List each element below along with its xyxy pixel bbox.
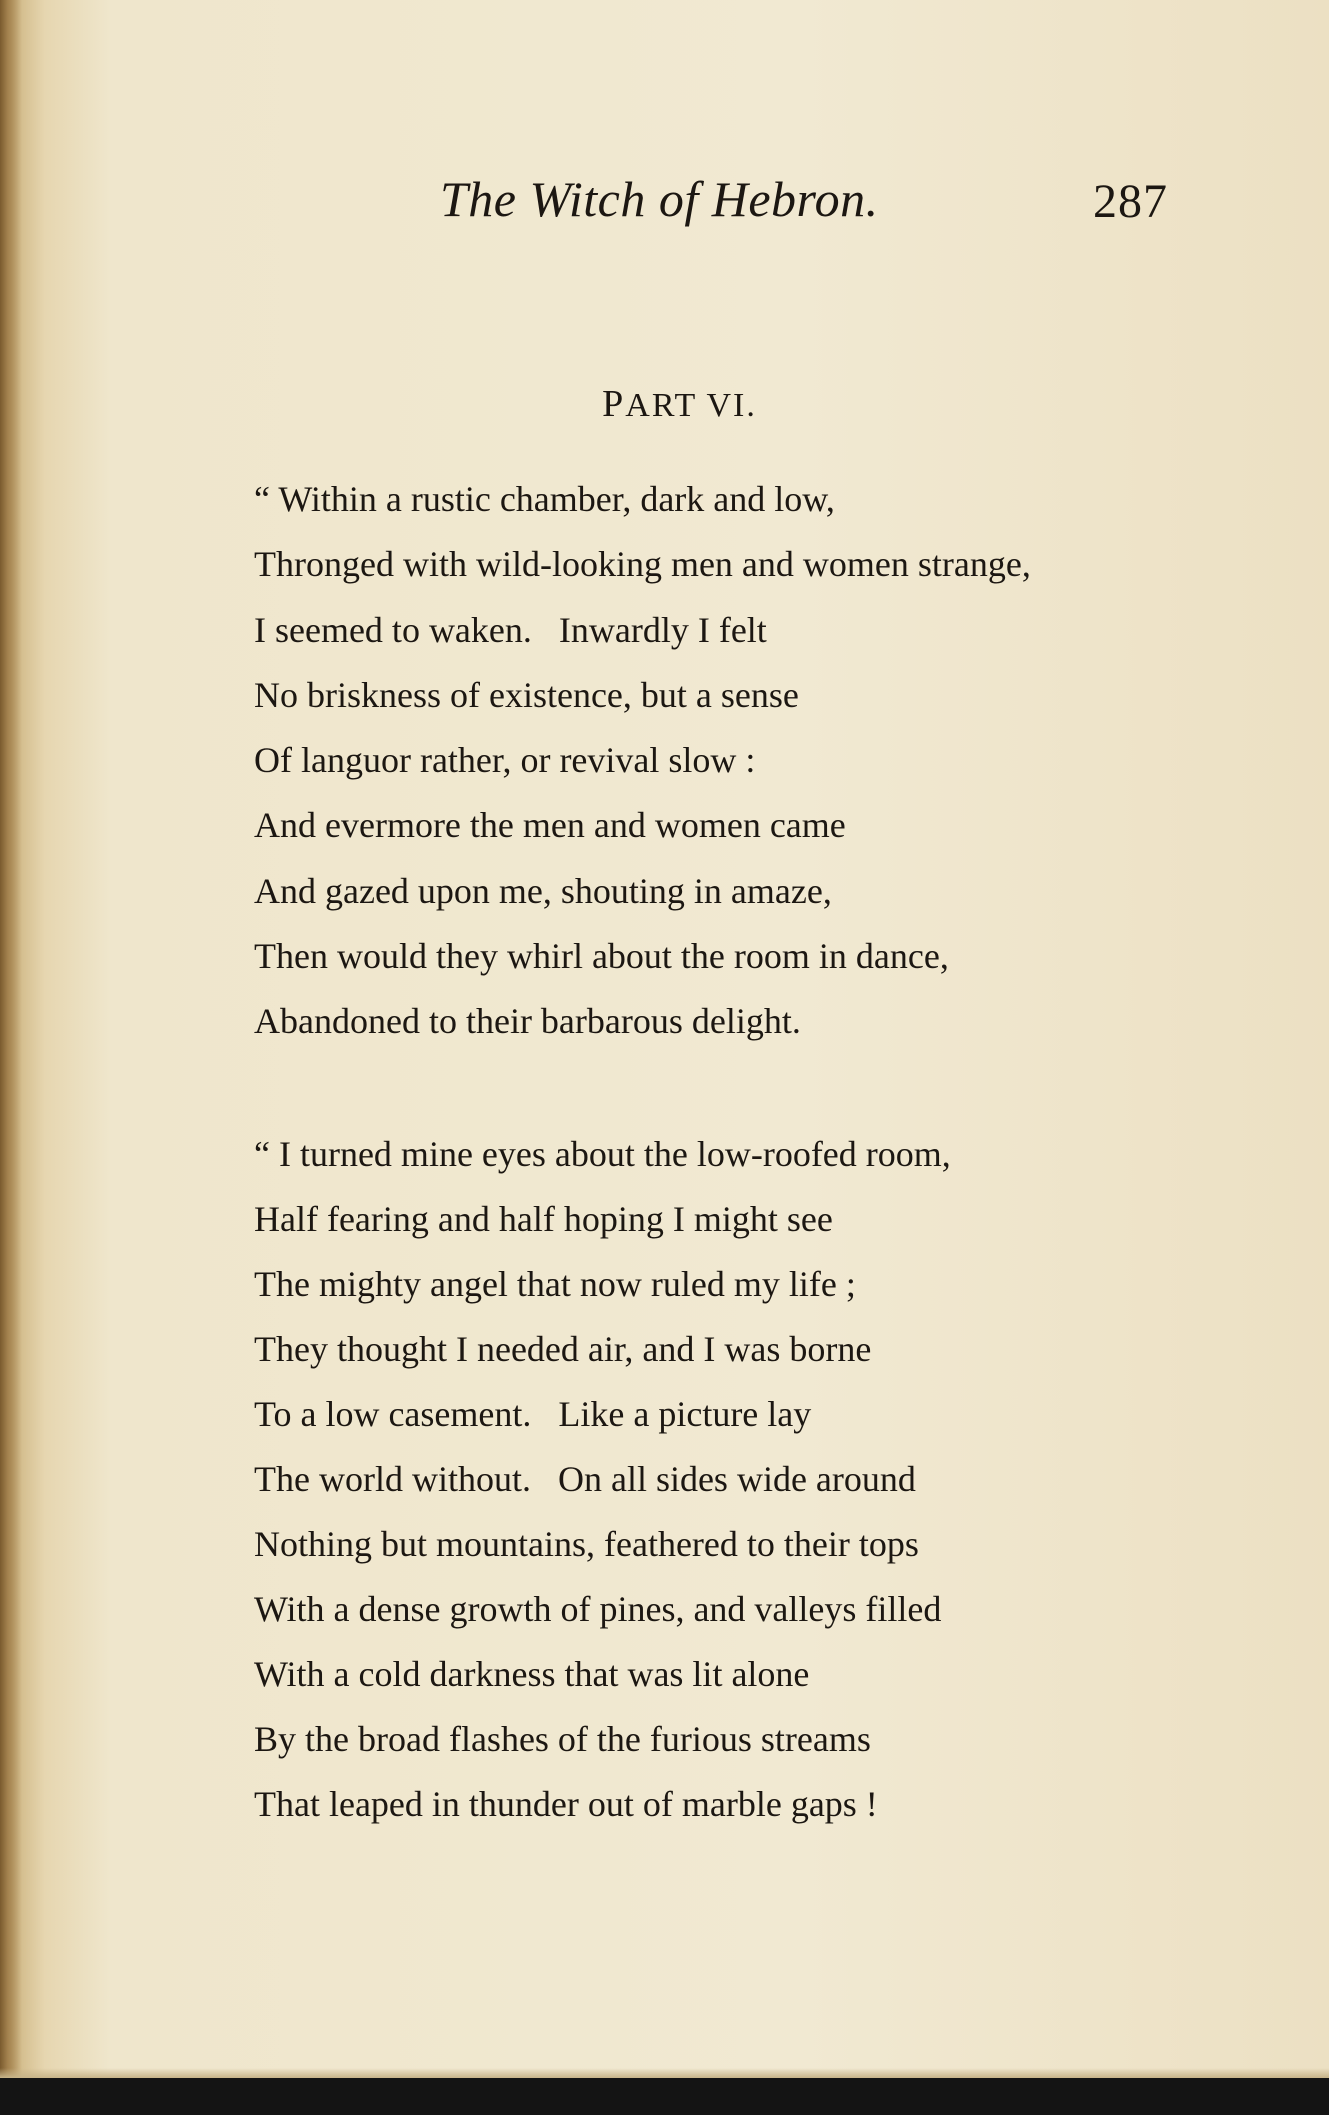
running-head — [0, 170, 1329, 240]
verse-line: With a dense growth of pines, and valleys filled — [254, 1589, 942, 1629]
page-number: 287 — [1093, 175, 1168, 228]
verse-line: With a cold darkness that was lit alone — [254, 1654, 810, 1694]
part-heading-rest: ART VI. — [625, 387, 757, 424]
verse-line: Then would they whirl about the room in dance, — [254, 936, 949, 977]
verse-line: I seemed to waken. Inwardly I felt — [254, 609, 767, 650]
verse-line: “ I turned mine eyes about the low-roofed room, — [254, 1134, 951, 1174]
verse-line: And evermore the men and women came — [254, 805, 846, 846]
verse-line: “ Within a rustic chamber, dark and low, — [254, 479, 835, 519]
part-heading — [0, 382, 1329, 426]
stanza-2 — [254, 1127, 951, 1842]
verse-line: By the broad flashes of the furious streams — [254, 1719, 871, 1759]
verse-line: Half fearing and half hoping I might see — [254, 1199, 833, 1239]
running-title: The Witch of Hebron. — [440, 171, 879, 227]
verse-line: And gazed upon me, shouting in amaze, — [254, 870, 832, 911]
stanza-1 — [254, 472, 1031, 1060]
verse-line: Abandoned to their barbarous delight. — [254, 1001, 801, 1042]
part-heading-initial: P — [602, 383, 626, 425]
verse-line: They thought I needed air, and I was borne — [254, 1329, 872, 1369]
verse-line: Thronged with wild-looking men and women strange, — [254, 544, 1031, 585]
verse-line: No briskness of existence, but a sense — [254, 674, 799, 715]
verse-line: Nothing but mountains, feathered to their tops — [254, 1524, 919, 1564]
verse-line: To a low casement. Like a picture lay — [254, 1394, 812, 1434]
page-bottom-edge — [0, 2068, 1329, 2078]
verse-line: That leaped in thunder out of marble gaps ! — [254, 1784, 878, 1824]
verse-line: The mighty angel that now ruled my life ; — [254, 1264, 856, 1304]
verse-line: Of languor rather, or revival slow : — [254, 740, 756, 781]
page-gutter-shadow — [0, 0, 22, 2078]
verse-line: The world without. On all sides wide around — [254, 1459, 916, 1499]
